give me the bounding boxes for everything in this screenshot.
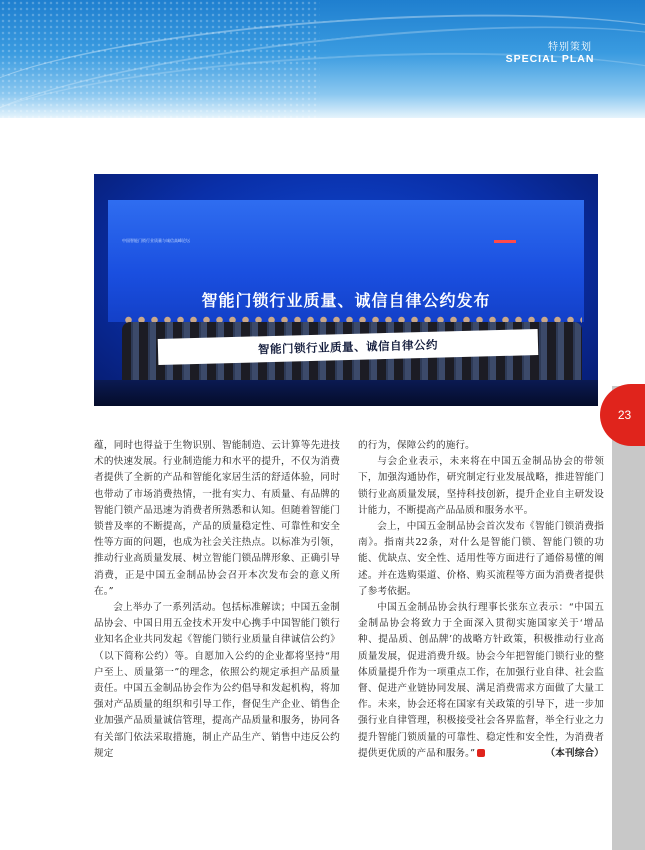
screen-title: 智能门锁行业质量、诚信自律公约发布 (201, 291, 491, 310)
screen-small-text: 中国智能门锁行业质量与诚信高峰论坛 (122, 238, 190, 243)
article-paragraph: 的行为，保障公约的施行。 (358, 440, 475, 451)
article-column-left (94, 438, 340, 762)
event-photo (94, 174, 598, 406)
screen-logo-mark (494, 240, 516, 243)
page-number-tab (600, 384, 645, 446)
stage-floor (94, 380, 598, 406)
section-title-en: SPECIAL PLAN (505, 53, 595, 65)
header-banner (0, 0, 645, 118)
article-source: （本刊综合） (545, 747, 604, 759)
article-column-right (358, 438, 604, 762)
section-title-cn: 特别策划 (548, 42, 592, 53)
article-paragraph-text: 中国五金制品协会执行理事长张东立表示：“中国五金制品协会将致力于全面深入贯彻实施国家关于‘增品种、提品质、创品牌’的战略方针政策，积极推动行业高质量发展，促进消费升级。协会今年把智能门锁行业的整体质量提升作为一项重点工作，在加强行业自律、社会监督、促进产业链协同发展、满足消费需求方面做了大量工作。未来，协会还将在国家有关政策的引导下，进一步加强行业自律管理，积极接受社会各界监督，举全行业之力提升智能门锁质量的可靠性、稳定性和安全性，为消费者提供更优质的产品和服务。” (358, 602, 604, 759)
banner-text: 智能门锁行业质量、诚信自律公约 (257, 337, 439, 357)
page-edge-bar (612, 386, 645, 850)
article-paragraph-last (358, 600, 604, 762)
page-number: 23 (617, 408, 632, 422)
article-paragraph: 会上举办了一系列活动。包括标准解读；中国五金制品协会、中国日用五金技术开发中心携手中国智能门锁行业知名企业共同发起《智能门锁行业质量自律诚信公约》（以下简称公约）等。自愿加入公约的企业都将坚持“用户至上、质量第一”的理念，依照公约规定承担产品质量责任。中国五金制品协会作为公约倡导和发起机构，将加强对产品质量的组织和引导工作，督促生产企业、销售企业加强产品质量诚信管理，提高产品质量和服务，协同各有关部门依法采取措施，制止产品生产、销售中违反公约规定 (94, 602, 340, 759)
article-paragraph: 与会企业表示，未来将在中国五金制品协会的带领下，加强沟通协作，研究制定行业发展战略，推进智能门锁行业高质量发展，坚持科技创新，提升企业自主研发设计能力，不断提高产品品质和服务水平。 (358, 456, 604, 516)
end-mark-icon (477, 749, 485, 757)
article-paragraph: 会上，中国五金制品协会首次发布《智能门锁消费指南》。指南共22条，对什么是智能门锁、智能门锁的功能、优缺点、安全性、适用性等方面进行了通俗易懂的阐述。并在选购渠道、价格、购买流程等方面为消费者提供了参考依据。 (358, 521, 604, 597)
article-paragraph: 蕴，同时也得益于生物识别、智能制造、云计算等先进技术的快速发展。行业制造能力和水平的提升，不仅为消费者提供了全新的产品和智能化家居生活的舒适体验，同时也带动了市场消费热情，一批有实力、有质量、有品牌的智能门锁产品迅速为消费者所熟悉和认知。但随着智能门锁普及率的不断提高，产品的质量稳定性、可靠性和安全性等方面的问题，也成为社会关注热点。以标准为引领，推动行业高质量发展、树立智能门锁品牌形象、正确引导消费，正是中国五金制品协会召开本次发布会的意义所在。” (94, 440, 340, 597)
